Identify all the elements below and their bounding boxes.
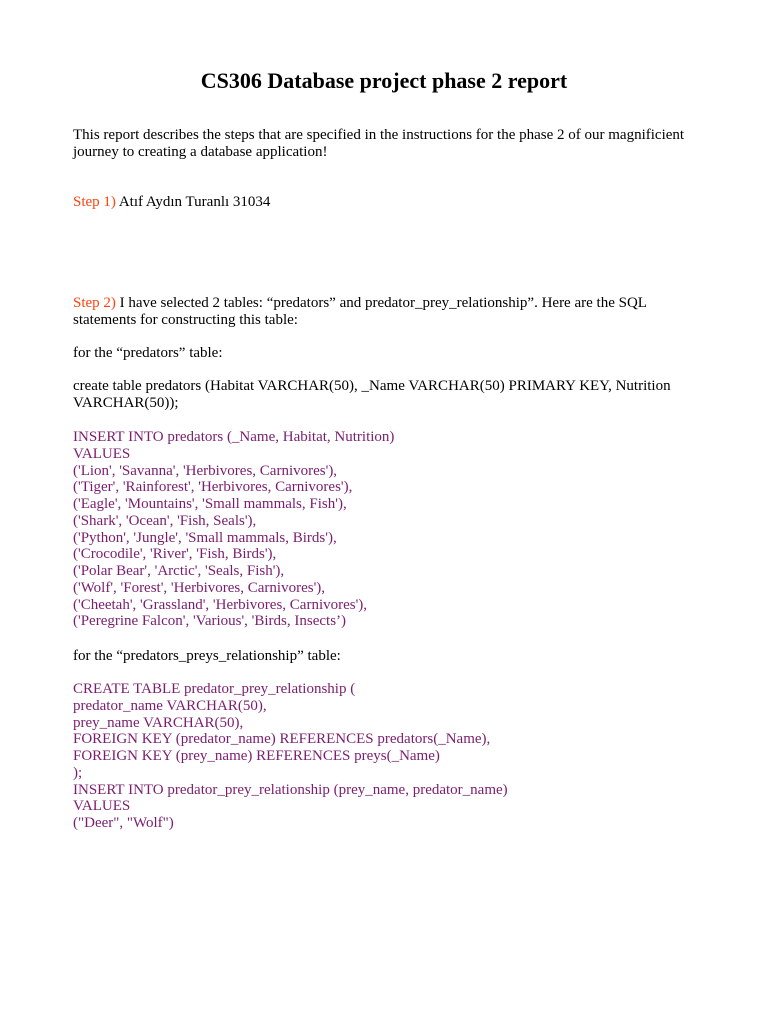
step-1-text: Atıf Aydın Turanlı 31034 xyxy=(115,194,271,210)
sql-line: ('Tiger', 'Rainforest', 'Herbivores, Carnivores'), xyxy=(73,479,353,496)
sql-line: ("Deer", "Wolf") xyxy=(73,815,174,831)
sql-line: predator_name VARCHAR(50), xyxy=(73,697,267,714)
sql-line: FOREIGN KEY (predator_name) REFERENCES predators(_Name), xyxy=(73,731,491,748)
sql-line: ('Eagle', 'Mountains', 'Small mammals, Fish'), xyxy=(73,496,347,512)
sql-line: ('Shark', 'Ocean', 'Fish, Seals'), xyxy=(73,512,257,529)
sql-line: ('Wolf', 'Forest', 'Herbivores, Carnivores'), xyxy=(73,579,326,596)
sql-line: CREATE TABLE predator_prey_relationship ( xyxy=(73,681,356,697)
step-2-label: Step 2) xyxy=(73,295,116,311)
sql-line: ('Cheetah', 'Grassland', 'Herbivores, Carnivores'), xyxy=(73,596,368,613)
sql-line: ('Python', 'Jungle', 'Small mammals, Birds'), xyxy=(73,529,337,546)
page-title: CS306 Database project phase 2 report xyxy=(200,68,568,93)
sql-line: VALUES xyxy=(73,445,131,462)
insert-predators-code-block xyxy=(73,429,733,630)
sql-line: INSERT INTO predators (_Name, Habitat, Nutrition) xyxy=(73,429,395,445)
sql-line: VALUES xyxy=(73,798,131,815)
create-predators-statement: create table predators (Habitat VARCHAR(50), _Name VARCHAR(50) PRIMARY KEY, Nutrition VARCHAR(50)); xyxy=(73,378,671,411)
sql-line: ('Crocodile', 'River', 'Fish, Birds'), xyxy=(73,546,277,563)
sql-line: ); xyxy=(73,764,83,781)
relationship-code-block xyxy=(73,681,733,832)
step-2-text: I have selected 2 tables: “predators” and predator_prey_relationship”. Here are the SQL statements for constructing this table: xyxy=(73,295,647,328)
relationship-table-heading: for the “predators_preys_relationship” table: xyxy=(73,648,341,664)
sql-line: ('Polar Bear', 'Arctic', 'Seals, Fish'), xyxy=(73,563,285,579)
sql-line: ('Lion', 'Savanna', 'Herbivores, Carnivores'), xyxy=(73,462,338,479)
sql-line: ('Peregrine Falcon', 'Various', 'Birds, Insects’) xyxy=(73,613,347,630)
predators-table-heading: for the “predators” table: xyxy=(73,345,223,361)
step-1-paragraph xyxy=(73,194,713,211)
step-2-paragraph xyxy=(73,295,713,329)
sql-line: INSERT INTO predator_prey_relationship (prey_name, predator_name) xyxy=(73,781,508,798)
sql-line: prey_name VARCHAR(50), xyxy=(73,714,244,731)
intro-paragraph: This report describes the steps that are specified in the instructions for the phase 2 of our magnificient journey to creating a database application! xyxy=(73,127,685,160)
sql-line: FOREIGN KEY (prey_name) REFERENCES preys(_Name) xyxy=(73,748,440,764)
step-1-label: Step 1) xyxy=(73,194,116,210)
